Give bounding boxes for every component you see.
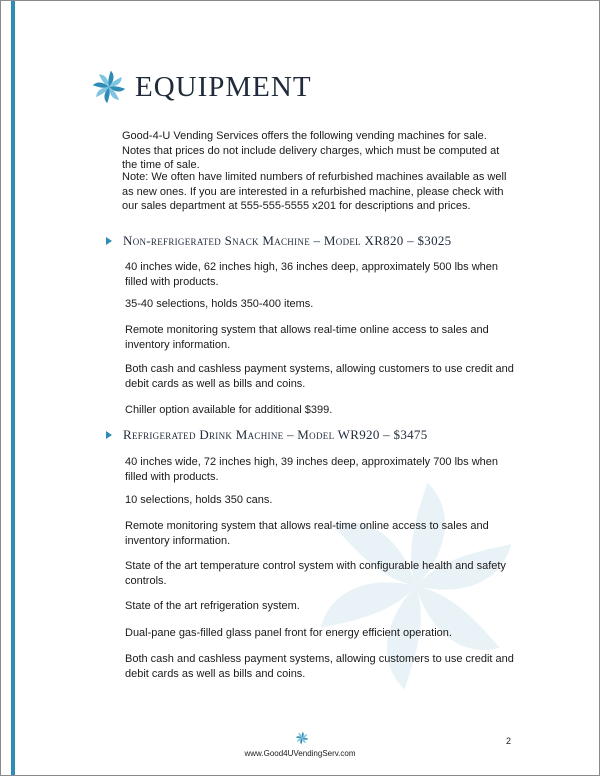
list-item: 40 inches wide, 62 inches high, 36 inches deep, approximately 500 lbs when filled with products.: [125, 261, 499, 288]
section-heading-text: Refrigerated Drink Machine – Model WR920 – $3475: [123, 427, 428, 442]
pinwheel-footer-icon: [295, 731, 309, 745]
page-number: 2: [506, 736, 512, 746]
triangle-bullet-icon: [106, 431, 112, 439]
section-heading-snack-machine: [106, 233, 526, 249]
intro-paragraph: Good-4-U Vending Services offers the following vending machines for sale. Notes that prices do not include delivery charges, which must be computed at the time of sale.: [122, 130, 500, 171]
list-item: 10 selections, holds 350 cans.: [125, 494, 273, 506]
triangle-bullet-icon: [106, 237, 112, 245]
list-item: State of the art temperature control system with configurable health and safety controls.: [125, 560, 506, 587]
list-item: Remote monitoring system that allows real-time online access to sales and inventory information.: [125, 520, 489, 547]
page-title: EQUIPMENT: [135, 70, 312, 103]
pinwheel-logo-icon: [91, 69, 127, 105]
list-item: Both cash and cashless payment systems, allowing customers to use credit and debit cards as well as bills and coins.: [125, 653, 514, 680]
section-heading-drink-machine: [106, 427, 526, 443]
list-item: 35-40 selections, holds 350-400 items.: [125, 298, 314, 310]
list-item: Dual-pane gas-filled glass panel front for energy efficient operation.: [125, 627, 452, 639]
list-item: Both cash and cashless payment systems, allowing customers to use credit and debit cards as well as bills and coins.: [125, 363, 514, 390]
section-heading-text: Non-refrigerated Snack Machine – Model XR820 – $3025: [123, 233, 452, 248]
left-accent-rule: [11, 1, 15, 775]
page-header: [91, 67, 312, 107]
list-item: 40 inches wide, 72 inches high, 39 inches deep, approximately 700 lbs when filled with products.: [125, 456, 499, 483]
note-paragraph: Note: We often have limited numbers of refurbished machines available as well as new ones. If you are interested in a refurbished machine, please check with our sales department at 555-555-5555 x201 for descriptions and prices.: [122, 171, 507, 212]
footer-url: www.Good4UVendingServ.com: [244, 749, 356, 758]
list-item: Remote monitoring system that allows real-time online access to sales and inventory information.: [125, 324, 489, 351]
list-item: State of the art refrigeration system.: [125, 600, 300, 612]
list-item: Chiller option available for additional $399.: [125, 404, 333, 416]
